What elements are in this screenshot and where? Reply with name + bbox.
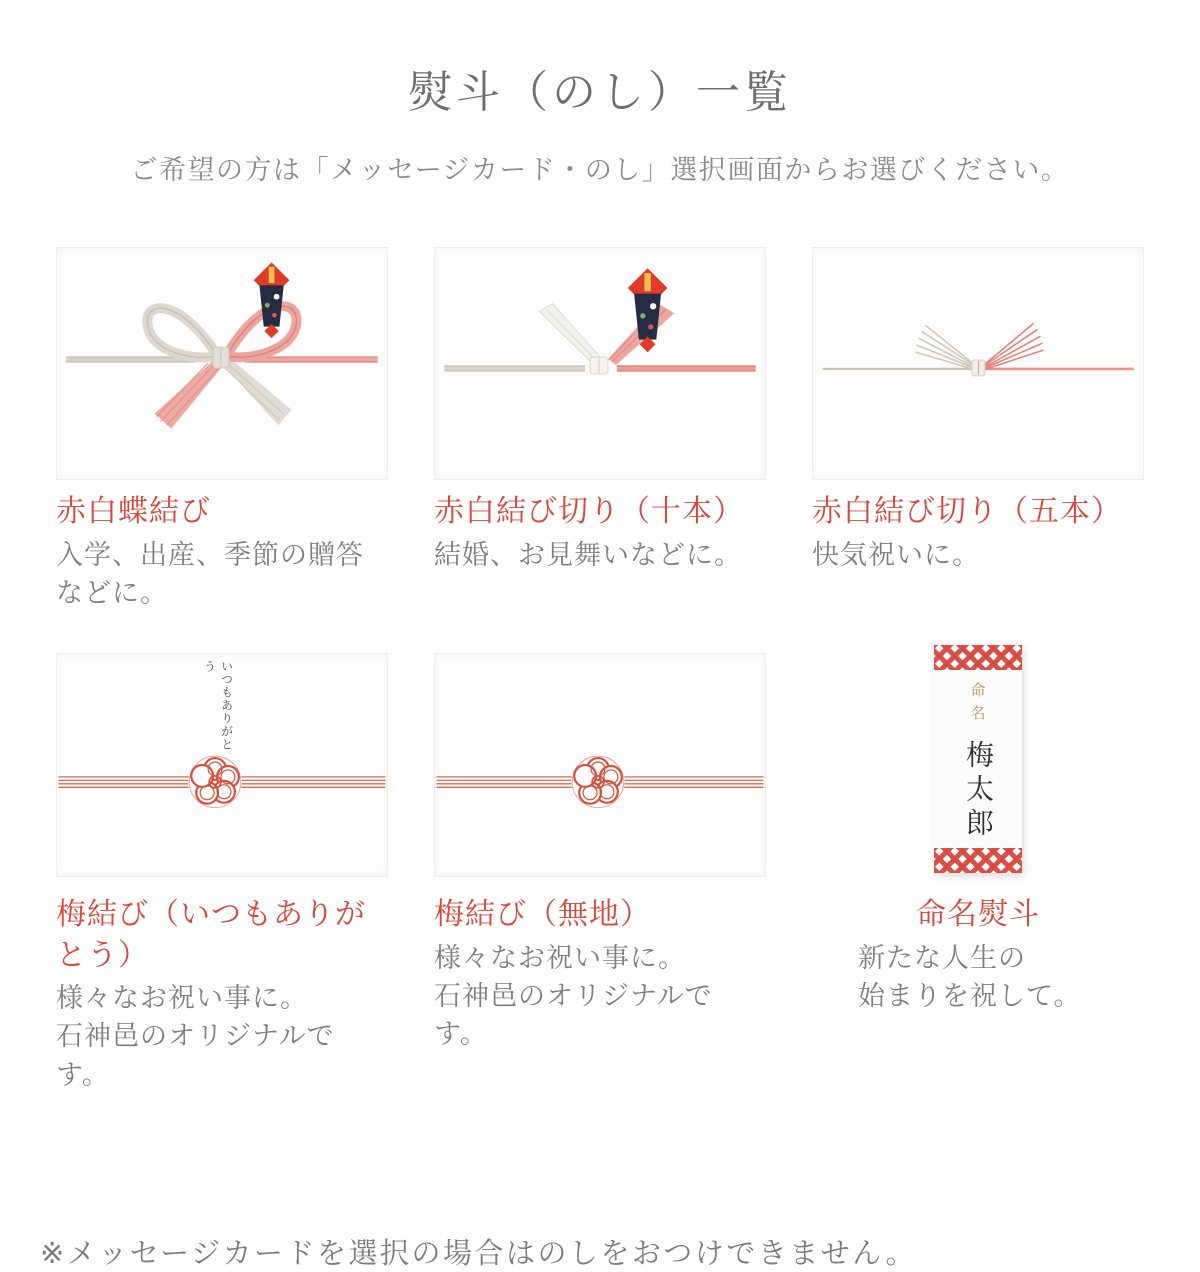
musubikiri-five-illustration <box>813 248 1143 479</box>
noshi-card-naming <box>812 653 1144 1095</box>
item-description: 様々なお祝い事に。 石神邑のオリジナルです。 <box>56 983 335 1091</box>
musubikiri-ten-caption <box>434 492 766 575</box>
noshi-card-butterfly-knot <box>56 247 388 613</box>
item-title: 梅結び（いつもありがとう） <box>56 897 366 973</box>
item-description: 新たな人生の 始まりを祝して。 <box>858 942 1082 1012</box>
item-description: 結婚、お見舞いなどに。 <box>434 539 742 571</box>
noshi-ornament-icon <box>254 262 290 338</box>
item-description: 入学、出産、季節の贈答 などに。 <box>56 539 364 609</box>
noshi-card-plum-plain <box>434 653 766 1095</box>
noshi-grid-row2 <box>56 653 1144 1095</box>
item-title: 梅結び（無地） <box>434 897 651 933</box>
tag-baby-name: 梅太郎 <box>962 740 995 843</box>
red-lattice-pattern-bottom <box>934 848 1022 873</box>
page-title: 熨斗（のし）一覧 <box>408 67 792 118</box>
footnote: ※メッセージカードを選択の場合はのしをおつけできません。 <box>40 1236 918 1271</box>
plum-knot-plain-image <box>434 653 766 877</box>
tag-header-meimei: 命名 <box>968 682 987 729</box>
plum-plain-caption <box>434 895 766 1054</box>
item-title: 赤白結び切り（五本） <box>812 494 1122 529</box>
item-title: 赤白蝶結び <box>56 494 211 529</box>
noshi-grid-row1 <box>56 247 1144 613</box>
item-description: 快気祝いに。 <box>812 539 980 571</box>
handwritten-message-overlay: いつもありがとう <box>202 660 234 752</box>
naming-tag <box>934 645 1022 873</box>
naming-tag-image <box>812 653 1144 877</box>
item-title: 赤白結び切り（十本） <box>434 494 744 529</box>
noshi-card-musubikiri-five <box>812 247 1144 613</box>
page-subtitle: ご希望の方は「メッセージカード・のし」選択画面からお選びください。 <box>130 155 1070 186</box>
butterfly-knot-illustration <box>57 248 387 479</box>
plum-knot-illustration <box>435 654 765 876</box>
naming-caption <box>812 895 1144 1016</box>
noshi-card-plum-message <box>56 653 388 1095</box>
item-description: 様々なお祝い事に。 石神邑のオリジナルです。 <box>434 942 713 1051</box>
musubikiri-five-image <box>812 247 1144 480</box>
plum-message-caption <box>56 895 388 1095</box>
musubikiri-ten-illustration <box>435 248 765 479</box>
red-lattice-pattern-top <box>934 645 1022 670</box>
item-title: 命名熨斗 <box>916 897 1040 933</box>
butterfly-knot-caption <box>56 492 388 613</box>
butterfly-knot-image <box>56 247 388 480</box>
plum-knot-message-image <box>56 653 388 877</box>
musubikiri-five-caption <box>812 492 1144 575</box>
musubikiri-ten-image <box>434 247 766 480</box>
noshi-card-musubikiri-ten <box>434 247 766 613</box>
